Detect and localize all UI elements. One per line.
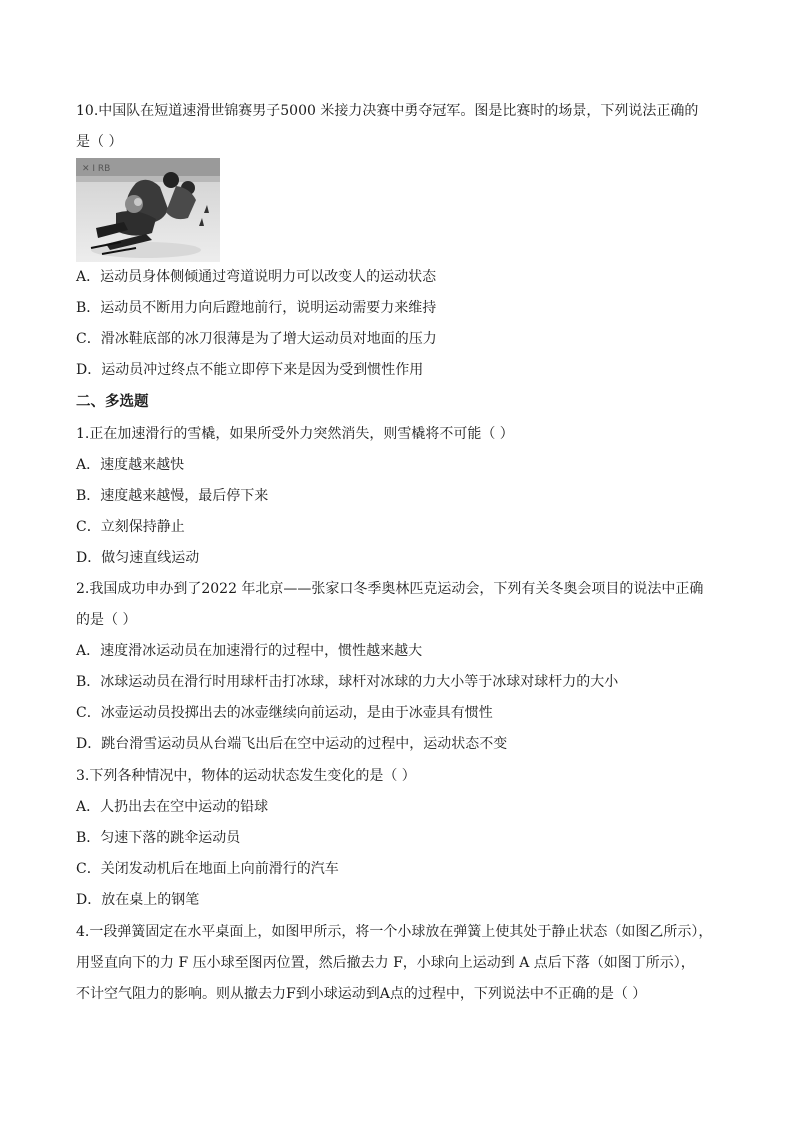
q1-option-b: B．速度越来越慢，最后停下来 [76, 488, 269, 504]
q10-option-d: D．运动员冲过终点不能立即停下来是因为受到惯性作用 [76, 362, 424, 378]
q2-option-b: B．冰球运动员在滑行时用球杆击打冰球，球杆对冰球的力大小等于冰球对球杆力的大小 [76, 674, 619, 690]
q3-option-d: D．放在桌上的钢笔 [76, 892, 200, 908]
section-title: 二、多选题 [76, 394, 149, 410]
q10-option-b: B．运动员不断用力向后蹬地前行，说明运动需要力来维持 [76, 300, 437, 316]
q2-stem-line1: 2.我国成功申办到了2022 年北京——张家口冬季奥林匹克运动会，下列有关冬奥会项目的说法中正确 [76, 581, 704, 597]
q2-stem-line2: 的是（ ） [76, 612, 137, 628]
q10-stem-line2: 是（ ） [76, 134, 123, 150]
q3-option-c: C．关闭发动机后在地面上向前滑行的汽车 [76, 861, 339, 877]
q3-option-a: A．人扔出去在空中运动的铅球 [76, 799, 269, 815]
q1-stem: 1.正在加速滑行的雪橇，如果所受外力突然消失，则雪橇将不可能（ ） [76, 426, 514, 442]
svg-text:✕ I RB: ✕ I RB [82, 164, 111, 174]
q1-option-c: C．立刻保持静止 [76, 519, 185, 535]
q2-option-d: D．跳台滑雪运动员从台端飞出后在空中运动的过程中，运动状态不变 [76, 736, 508, 752]
q1-option-a: A．速度越来越快 [76, 457, 185, 473]
q2-option-a: A．速度滑冰运动员在加速滑行的过程中，惯性越来越大 [76, 643, 423, 659]
q1-option-d: D．做匀速直线运动 [76, 550, 200, 566]
speed-skating-photo [76, 158, 220, 262]
q3-stem: 3.下列各种情况中，物体的运动状态发生变化的是（ ） [76, 768, 416, 784]
q10-option-c: C．滑冰鞋底部的冰刀很薄是为了增大运动员对地面的压力 [76, 331, 437, 347]
q4-stem-line2: 用竖直向下的力 F 压小球至图丙位置，然后撤去力 F，小球向上运动到 A 点后下落（如图丁所示）， [76, 955, 695, 971]
q3-option-b: B．匀速下落的跳伞运动员 [76, 830, 241, 846]
q10-stem-line1: 10.中国队在短道速滑世锦赛男子5000 米接力决赛中勇夺冠军。图是比赛时的场景，下列说法正确的 [76, 103, 699, 119]
q10-option-a: A．运动员身体侧倾通过弯道说明力可以改变人的运动状态 [76, 269, 437, 285]
q4-stem-line1: 4.一段弹簧固定在水平桌面上，如图甲所示，将一个小球放在弹簧上使其处于静止状态（如图乙所示）， [76, 924, 713, 940]
q2-option-c: C．冰壶运动员投掷出去的冰壶继续向前运动，是由于冰壶具有惯性 [76, 705, 493, 721]
q4-stem-line3: 不计空气阻力的影响。则从撤去力F到小球运动到A点的过程中，下列说法中不正确的是（ ） [76, 986, 647, 1002]
